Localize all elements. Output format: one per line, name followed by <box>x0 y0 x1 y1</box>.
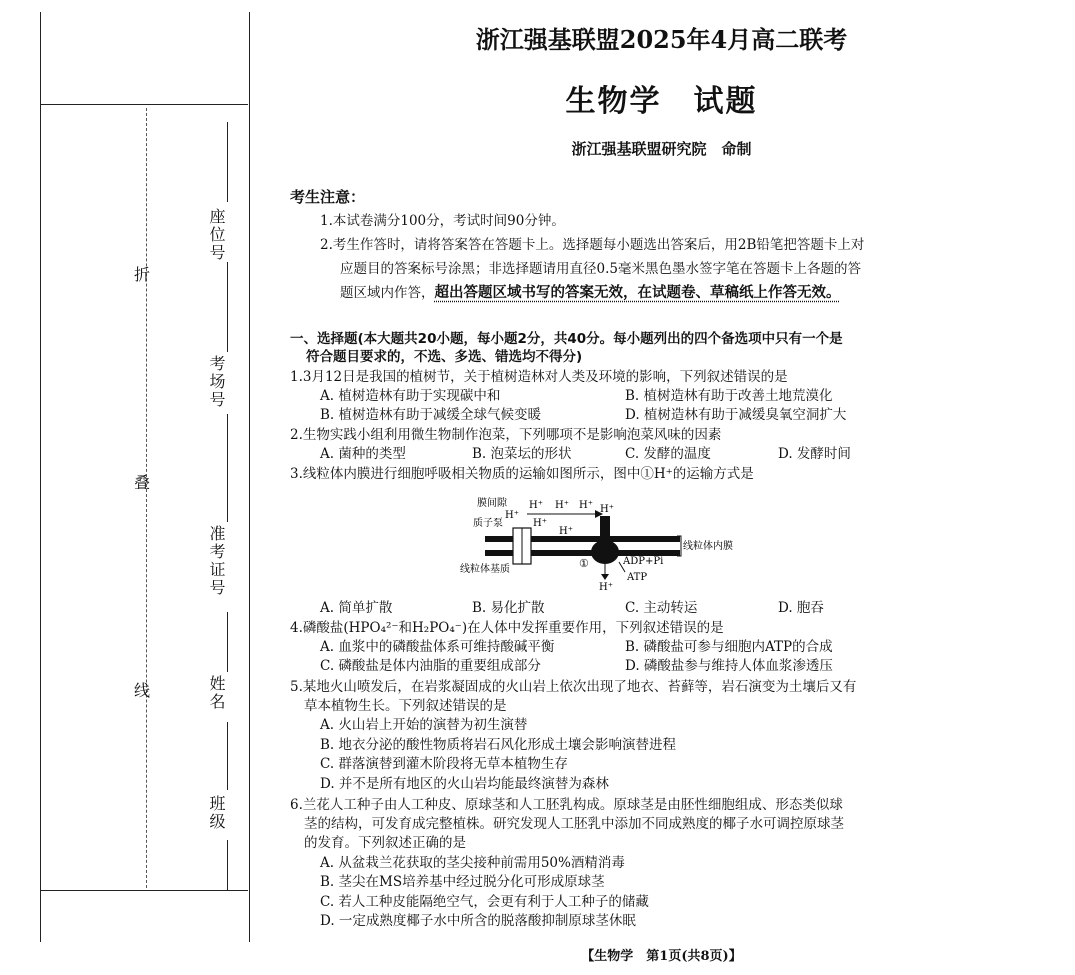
question-stem: 6.兰花人工种子由人工种皮、原球茎和人工胚乳构成。原球茎是由胚性细胞组成、形态类似球 <box>290 797 843 813</box>
notice-emphasis: 超出答题区域书写的答案无效，在试题卷、草稿纸上作答无效。 <box>434 285 841 301</box>
label-adp: ADP+Pi <box>623 556 664 567</box>
question-stem: 茎的结构，可发育成完整植株。研究发现人工胚乳中添加不同成熟度的椰子水可调控原球茎 <box>304 816 844 832</box>
question-stem: 的发育。下列叙述正确的是 <box>304 835 466 851</box>
option: D. 磷酸盐参与维持人体血浆渗透压 <box>625 658 833 674</box>
fold-line <box>146 108 147 888</box>
label-atp: ATP <box>627 572 648 583</box>
label-circle-1: ① <box>579 557 589 570</box>
fold-char: 线 <box>134 681 151 700</box>
question-stem: 3.线粒体内膜进行细胞呼吸相关物质的运输如图所示，图中①H⁺的运输方式是 <box>290 466 754 482</box>
option: B. 易化扩散 <box>472 600 545 616</box>
option: A. 植树造林有助于实现碳中和 <box>320 388 501 404</box>
option: A. 血浆中的磷酸盐体系可维持酸碱平衡 <box>320 639 555 655</box>
label-h: H⁺ <box>600 504 614 515</box>
field-label-class: 班级 <box>207 795 226 831</box>
option: B. 地衣分泌的酸性物质将岩石风化形成土壤会影响演替进程 <box>320 737 677 753</box>
field-line-ticket <box>227 612 228 672</box>
field-line-name <box>227 722 228 790</box>
field-line-seat <box>227 122 228 202</box>
field-label-room: 考场号 <box>207 355 226 409</box>
exam-title: 浙江强基联盟2025年4月高二联考 <box>475 25 848 54</box>
field-line <box>227 262 228 352</box>
mitochondria-diagram <box>455 494 785 594</box>
option: B. 植树造林有助于减缓全球气候变暖 <box>320 407 542 423</box>
label-h: H⁺ <box>599 582 613 593</box>
fold-char: 折 <box>134 265 151 284</box>
label-h: H⁺ <box>579 500 593 511</box>
question-stem: 草本植物生长。下列叙述错误的是 <box>304 698 507 714</box>
label-matrix: 线粒体基质 <box>460 564 510 575</box>
section-heading: 一、选择题(本大题共20小题，每小题2分，共40分。每小题列出的四个备选项中只有一个是 <box>290 331 843 347</box>
field-label-seat: 座位号 <box>207 208 226 262</box>
field-label-ticket: 准考证号 <box>207 525 226 597</box>
label-proton-pump: 质子泵 <box>473 518 503 529</box>
subject-title: 生物学 试题 <box>565 84 758 119</box>
option: A. 菌种的类型 <box>320 446 406 462</box>
label-h: H⁺ <box>505 510 519 521</box>
label-inner-membrane: 线粒体内膜 <box>683 541 733 552</box>
label-h: H⁺ <box>559 526 573 537</box>
notice-item: 2.考生作答时，请将答案答在答题卡上。选择题每小题选出答案后，用2B铅笔把答题卡上对 <box>320 237 865 253</box>
option: C. 发酵的温度 <box>625 446 711 462</box>
label-h: H⁺ <box>529 500 543 511</box>
fold-char: 叠 <box>134 473 151 492</box>
question-stem: 5.某地火山喷发后，在岩浆凝固成的火山岩上依次出现了地衣、苔藓等，岩石演变为土壤后又有 <box>290 679 857 695</box>
arrow-head <box>601 574 609 580</box>
question-stem: 4.磷酸盐(HPO₄²⁻和H₂PO₄⁻)在人体中发挥重要作用，下列叙述错误的是 <box>290 620 724 636</box>
field-line-room <box>227 414 228 522</box>
author-line: 浙江强基联盟研究院 命制 <box>571 140 752 158</box>
margin-divider <box>40 104 248 105</box>
page-footer: 【生物学 第1页(共8页)】 <box>581 949 742 964</box>
atp-synthase-stalk <box>600 516 610 540</box>
notice-item: 应题目的答案标号涂黑；非选择题请用直径0.5毫米黑色墨水签字笔在答题卡上各题的答 <box>340 261 861 277</box>
field-line-class <box>227 840 228 890</box>
question-stem: 1.3月12日是我国的植树节，关于植树造林对人类及环境的影响，下列叙述错误的是 <box>290 369 788 385</box>
option: A. 从盆栽兰花获取的茎尖接种前需用50%酒精消毒 <box>320 855 625 871</box>
option: D. 一定成熟度椰子水中所含的脱落酸抑制原球茎休眠 <box>320 913 636 929</box>
section-heading: 符合题目要求的，不选、多选、错选均不得分) <box>306 349 583 365</box>
option: D. 并不是所有地区的火山岩均能最终演替为森林 <box>320 776 609 792</box>
option: D. 植树造林有助于减缓臭氧空洞扩大 <box>625 407 847 423</box>
atp-synthase-head <box>591 540 619 564</box>
option: B. 泡菜坛的形状 <box>472 446 572 462</box>
option: A. 简单扩散 <box>320 600 393 616</box>
notice-text: 题区域内作答， <box>340 285 435 301</box>
notice-item <box>340 284 841 302</box>
label-h: H⁺ <box>533 518 547 529</box>
field-label-name: 姓名 <box>207 675 226 711</box>
option: C. 若人工种皮能隔绝空气，会更有利于人工种子的储藏 <box>320 894 649 910</box>
label-intermembrane: 膜间隙 <box>477 498 507 509</box>
label-h: H⁺ <box>555 500 569 511</box>
question-stem: 2.生物实践小组利用微生物制作泡菜，下列哪项不是影响泡菜风味的因素 <box>290 427 722 443</box>
option: C. 主动转运 <box>625 600 698 616</box>
option: C. 群落演替到灌木阶段将无草本植物生存 <box>320 756 568 772</box>
option: B. 植树造林有助于改善土地荒漠化 <box>625 388 833 404</box>
option: A. 火山岩上开始的演替为初生演替 <box>320 717 528 733</box>
margin-divider <box>40 890 248 891</box>
notice-heading: 考生注意： <box>290 188 366 206</box>
option: B. 磷酸盐可参与细胞内ATP的合成 <box>625 639 833 655</box>
option: D. 发酵时间 <box>778 446 851 462</box>
option: C. 磷酸盐是体内油脂的重要组成部分 <box>320 658 541 674</box>
option: B. 茎尖在MS培养基中经过脱分化可形成原球茎 <box>320 874 605 890</box>
option: D. 胞吞 <box>778 600 824 616</box>
notice-item: 1.本试卷满分100分，考试时间90分钟。 <box>320 213 565 229</box>
